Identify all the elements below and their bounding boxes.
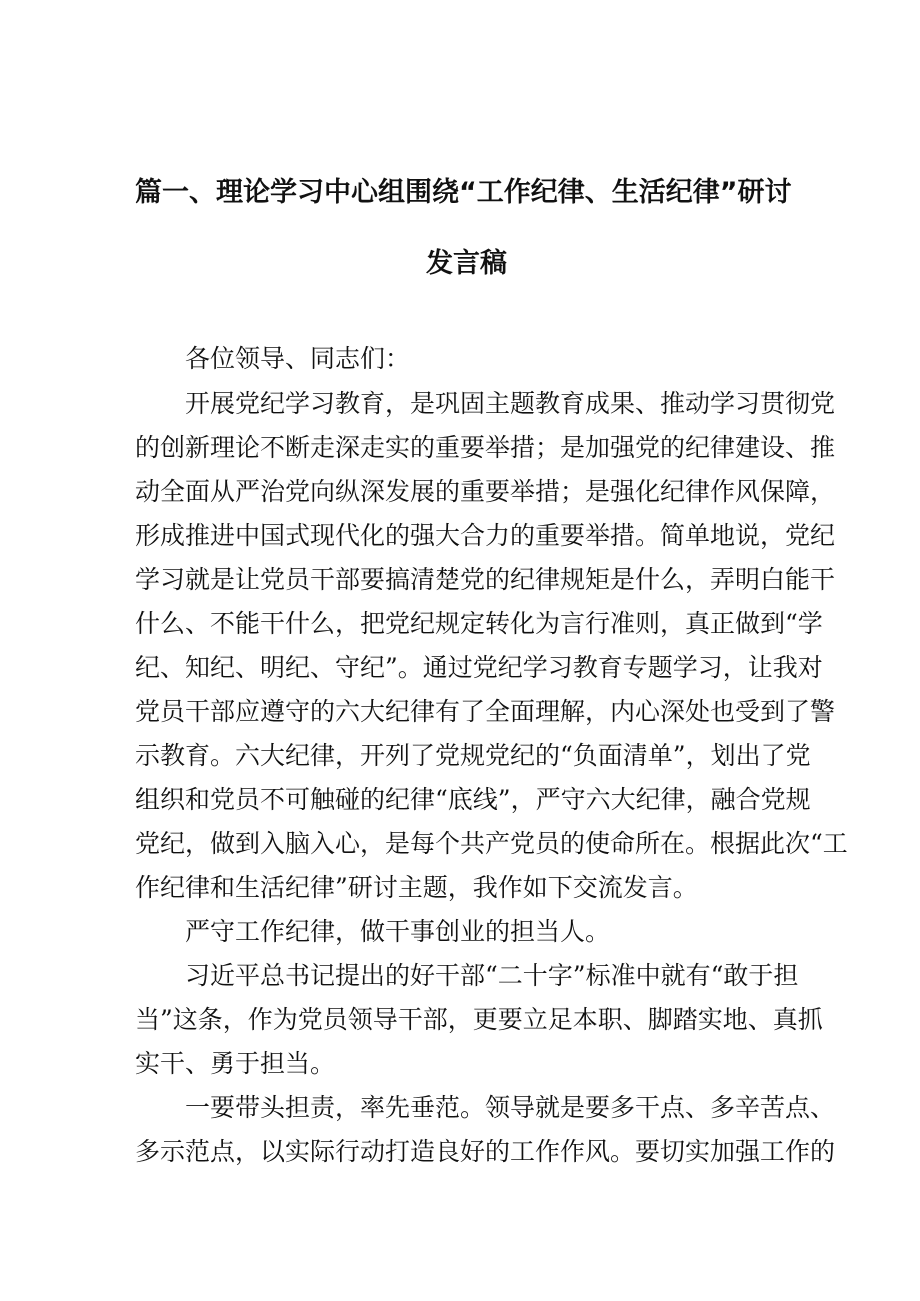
paragraph-line: 实干、勇于担当。 <box>135 1049 336 1078</box>
paragraph-line: 作纪律和生活纪律”研讨主题，我作如下交流发言。 <box>135 873 698 902</box>
paragraph-line: 动全面从严治党向纵深发展的重要举措；是强化纪律作风保障， <box>135 477 836 506</box>
salutation: 各位领导、同志们： <box>185 344 411 373</box>
document-title-line-1: 篇一、理论学习中心组围绕“工作纪律、生活纪律”研讨 <box>135 177 792 208</box>
paragraph-line: 什么、不能干什么，把党纪规定转化为言行准则，真正做到“学 <box>135 609 823 638</box>
paragraph-line: 的创新理论不断走深走实的重要举措；是加强党的纪律建设、推 <box>135 433 836 462</box>
paragraph-line: 学习就是让党员干部要搞清楚党的纪律规矩是什么，弄明白能干 <box>135 565 836 594</box>
paragraph-line: 党纪，做到入脑入心，是每个共产党员的使命所在。根据此次“工 <box>135 829 848 858</box>
paragraph-line: 一要带头担责，率先垂范。领导就是要多干点、多辛苦点、 <box>185 1093 836 1122</box>
paragraph-line: 习近平总书记提出的好干部“二十字”标准中就有“敢于担 <box>185 961 799 990</box>
paragraph-line: 多示范点，以实际行动打造良好的工作作风。要切实加强工作的 <box>135 1137 836 1166</box>
paragraph-line: 形成推进中国式现代化的强大合力的重要举措。简单地说，党纪 <box>135 521 836 550</box>
paragraph-line: 开展党纪学习教育，是巩固主题教育成果、推动学习贯彻党 <box>185 389 836 418</box>
paragraph-line: 党员干部应遵守的六大纪律有了全面理解，内心深处也受到了警 <box>135 697 836 726</box>
paragraph-line: 当”这条，作为党员领导干部，更要立足本职、脚踏实地、真抓 <box>135 1005 823 1034</box>
section-heading: 严守工作纪律，做干事创业的担当人。 <box>185 917 611 946</box>
document-title-line-2: 发言稿 <box>426 248 507 279</box>
paragraph-line: 纪、知纪、明纪、守纪”。通过党纪学习教育专题学习，让我对 <box>135 653 823 682</box>
paragraph-line: 组织和党员不可触碰的纪律“底线”，严守六大纪律，融合党规 <box>135 785 811 814</box>
paragraph-line: 示教育。六大纪律，开列了党规党纪的“负面清单”，划出了党 <box>135 741 811 770</box>
